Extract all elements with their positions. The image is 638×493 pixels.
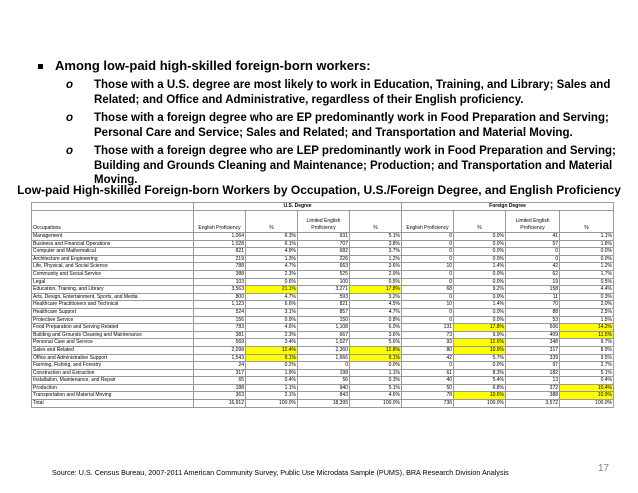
value-cell: 317 [194,369,246,377]
column-header: Occupations [32,211,194,233]
value-cell: 388 [506,392,560,400]
value-cell: 2,360 [298,346,350,354]
occupation-cell: Farming, Fishing, and Forestry [32,362,194,370]
value-cell: 0 [402,233,454,241]
table-row [32,301,614,309]
value-cell: 62 [506,270,560,278]
value-cell: 12.6% [454,339,506,347]
value-cell: 103 [194,278,246,286]
value-cell: 6.8% [454,384,506,392]
value-cell: 10.4% [560,384,614,392]
value-cell: 1,123 [194,301,246,309]
value-cell: 57 [506,240,560,248]
value-cell: 0.0% [560,248,614,256]
occupation-cell: Protective Service [32,316,194,324]
value-cell: 1.4% [454,263,506,271]
value-cell: 156 [194,316,246,324]
sub-bullet [66,111,616,140]
value-cell: 4.7% [350,308,402,316]
value-cell: 0.0% [560,255,614,263]
value-cell: 1.2% [350,255,402,263]
table-row [32,339,614,347]
value-cell: 525 [298,270,350,278]
table-row [32,400,614,408]
occupation-cell: Healthcare Practitioners and Technical [32,301,194,309]
value-cell: 569 [194,339,246,347]
value-cell: 821 [298,301,350,309]
value-cell: 1,064 [194,233,246,241]
table-row [32,324,614,332]
value-cell: 339 [506,354,560,362]
value-cell: 53 [506,316,560,324]
sub-bullet-text: Those with a U.S. degree are most likely to work in Education, Training, and Library; Sales and Related; and Office and Administrative, regardless of their English proficiency. [94,79,611,106]
table-row [32,286,614,294]
value-cell: 100.0% [246,400,298,408]
page-number: 17 [598,463,610,474]
value-cell: 1,027 [298,339,350,347]
value-cell: 381 [194,331,246,339]
value-cell: 9.7% [560,339,614,347]
table-row [32,308,614,316]
table-row [32,233,614,241]
table-row [32,263,614,271]
table-row [32,316,614,324]
value-cell: 0.0% [454,278,506,286]
value-cell: 12.4% [246,346,298,354]
value-cell: 10 [402,301,454,309]
value-cell: 10.6% [454,392,506,400]
column-header: English Proficiency [402,211,454,233]
value-cell: 73 [402,331,454,339]
value-cell: 17.8% [350,286,402,294]
occupation-cell: Building and Grounds Cleaning and Maintenance [32,331,194,339]
value-cell: 3.4% [246,339,298,347]
value-cell: 4.5% [350,301,402,309]
value-cell: 593 [298,293,350,301]
value-cell: 0 [298,362,350,370]
value-cell: 1,666 [298,354,350,362]
value-cell: 4.7% [246,263,298,271]
value-cell: 3,271 [298,286,350,294]
value-cell: 524 [194,308,246,316]
value-cell: 219 [194,255,246,263]
value-cell: 10 [402,263,454,271]
value-cell: 80 [402,346,454,354]
value-cell: 0 [402,293,454,301]
value-cell: 1,028 [194,240,246,248]
value-cell: 3.6% [350,263,402,271]
value-cell: 0.0% [454,248,506,256]
occupation-cell: Transportation and Material Moving [32,392,194,400]
value-cell: 8.3% [454,369,506,377]
value-cell: 1.2% [560,263,614,271]
value-cell: 0.0% [454,362,506,370]
value-cell: 9.1% [246,354,298,362]
value-cell: 6.6% [246,301,298,309]
value-cell: 0 [402,362,454,370]
value-cell: 2.3% [246,331,298,339]
value-cell: 0.3% [350,377,402,385]
value-cell: 857 [298,308,350,316]
value-cell: 0 [402,278,454,286]
value-cell: 19 [506,278,560,286]
value-cell: 2.5% [560,308,614,316]
value-cell: 40 [402,377,454,385]
value-cell: 5.1% [350,233,402,241]
value-cell: 3,572 [506,400,560,408]
value-cell: 0.5% [350,278,402,286]
value-cell: 10.9% [560,392,614,400]
value-cell: 682 [298,248,350,256]
value-cell: 11 [506,293,560,301]
occupation-cell: Installation, Maintenance, and Repair [32,377,194,385]
value-cell: 13 [506,377,560,385]
occupation-cell: Business and Financial Operations [32,240,194,248]
value-cell: 100 [298,278,350,286]
value-cell: 783 [194,324,246,332]
value-cell: 3.7% [350,248,402,256]
value-cell: 2.1% [246,392,298,400]
value-cell: 0.4% [560,377,614,385]
column-header: Limited English Proficiency [298,211,350,233]
value-cell: 409 [506,331,560,339]
value-cell: 100.0% [560,400,614,408]
value-cell: 50 [402,384,454,392]
value-cell: 800 [194,293,246,301]
table-row [32,369,614,377]
column-header-row [32,211,614,233]
value-cell: 0 [402,316,454,324]
value-cell: 61 [402,369,454,377]
value-cell: 9.9% [454,331,506,339]
value-cell: 6.1% [246,240,298,248]
value-cell: 88 [506,308,560,316]
sub-bullet-text: Those with a foreign degree who are EP predominantly work in Food Preparation and Serving; Personal Care and Service; Sales and Related; and Transportation and Material Moving. [94,112,609,139]
value-cell: 0.5% [560,278,614,286]
value-cell: 68 [402,286,454,294]
value-cell: 9.2% [454,286,506,294]
value-cell: 8.9% [560,346,614,354]
value-cell: 226 [298,255,350,263]
value-cell: 1.1% [246,384,298,392]
value-cell: 736 [402,400,454,408]
value-cell: 182 [506,369,560,377]
table-row [32,377,614,385]
occupation-cell: Education, Training, and Library [32,286,194,294]
value-cell: 11.5% [560,331,614,339]
value-cell: 100.0% [350,400,402,408]
value-cell: 2,098 [194,346,246,354]
value-cell: 0.0% [454,308,506,316]
us-degree-header: U.S. Degree [194,203,402,211]
column-header: English Proficiency [194,211,246,233]
value-cell: 6.0% [350,324,402,332]
value-cell: 14.2% [560,324,614,332]
value-cell: 940 [298,384,350,392]
circle-bullet-icon: o [66,112,74,124]
table-row [32,278,614,286]
occupation-cell: Management [32,233,194,241]
value-cell: 2.0% [560,301,614,309]
value-cell: 65 [194,377,246,385]
value-cell: 18,395 [298,400,350,408]
value-cell: 3,563 [194,286,246,294]
value-cell: 78 [402,392,454,400]
value-cell: 10.9% [454,346,506,354]
value-cell: 0.6% [246,278,298,286]
value-cell: 506 [506,324,560,332]
value-cell: 1,543 [194,354,246,362]
column-header: % [246,211,298,233]
value-cell: 1.4% [454,301,506,309]
value-cell: 188 [194,384,246,392]
value-cell: 0.0% [454,240,506,248]
table-row [32,270,614,278]
value-cell: 158 [506,286,560,294]
value-cell: 6.3% [246,233,298,241]
value-cell: 0.0% [454,270,506,278]
value-cell: 41 [506,233,560,241]
value-cell: 4.4% [560,286,614,294]
table-row [32,331,614,339]
value-cell: 21.1% [246,286,298,294]
value-cell: 0 [402,240,454,248]
column-header: % [560,211,614,233]
value-cell: 0.4% [246,377,298,385]
value-cell: 372 [506,384,560,392]
value-cell: 0.0% [454,233,506,241]
value-cell: 198 [298,369,350,377]
value-cell: 3.2% [350,293,402,301]
value-cell: 150 [298,316,350,324]
value-cell: 388 [194,270,246,278]
value-cell: 2.9% [350,270,402,278]
value-cell: 843 [298,392,350,400]
value-cell: 0.0% [454,255,506,263]
value-cell: 97 [506,362,560,370]
circle-bullet-icon: o [66,79,74,91]
value-cell: 5.1% [560,369,614,377]
column-header: % [350,211,402,233]
value-cell: 70 [506,301,560,309]
table-row [32,384,614,392]
value-cell: 2.3% [246,270,298,278]
sub-bullet-text: Those with a foreign degree who are LEP predominantly work in Food Preparation and Serving; Building and Grounds Cleaning and Maintenance; Production; and Transportation and Material Moving. [94,145,616,186]
value-cell: 0.3% [560,293,614,301]
value-cell: 16,912 [194,400,246,408]
column-header: Limited English Proficiency [506,211,560,233]
table-row [32,293,614,301]
value-cell: 5.6% [350,339,402,347]
value-cell: 0.2% [246,362,298,370]
occupation-cell: Production [32,384,194,392]
value-cell: 3.8% [350,240,402,248]
value-cell: 12.8% [350,346,402,354]
circle-bullet-icon: o [66,145,74,157]
occupation-cell: Computer and Mathematical [32,248,194,256]
occupation-cell: Architecture and Engineering [32,255,194,263]
table-row [32,346,614,354]
value-cell: 1.1% [350,369,402,377]
occupation-cell: Life, Physical, and Social Science [32,263,194,271]
value-cell: 1.6% [560,240,614,248]
value-cell: 0.0% [350,362,402,370]
occupation-cell: Personal Care and Service [32,339,194,347]
value-cell: 363 [194,392,246,400]
table-row [32,255,614,263]
occupation-cell: Food Preparation and Serving Related [32,324,194,332]
value-cell: 317 [506,346,560,354]
value-cell: 1.7% [560,270,614,278]
value-cell: 4.9% [246,248,298,256]
group-header-row [32,203,614,211]
occupation-cell: Arts, Design, Entertainment, Sports, and Media [32,293,194,301]
value-cell: 0 [402,248,454,256]
value-cell: 821 [194,248,246,256]
source-note: Source: U.S. Census Bureau, 2007-2011 American Community Survey, Public Use Microdata Sample (PUMS), BRA Research Division Analysis [52,468,509,477]
value-cell: 0 [506,255,560,263]
occupation-cell: Legal [32,278,194,286]
occupation-cell: Total [32,400,194,408]
value-cell: 24 [194,362,246,370]
value-cell: 4.7% [246,293,298,301]
value-cell: 0.0% [454,316,506,324]
sub-bullet [66,144,616,188]
value-cell: 1.5% [560,316,614,324]
table-row [32,240,614,248]
value-cell: 2.7% [560,362,614,370]
occupation-cell: Healthcare Support [32,308,194,316]
occupation-cell: Office and Administrative Support [32,354,194,362]
value-cell: 42 [402,354,454,362]
main-bullet-text: Among low-paid high-skilled foreign-born workers: [55,58,371,73]
value-cell: 5.7% [454,354,506,362]
value-cell: 4.6% [350,392,402,400]
value-cell: 131 [402,324,454,332]
value-cell: 93 [402,339,454,347]
value-cell: 0.8% [350,316,402,324]
value-cell: 1,108 [298,324,350,332]
column-header: % [454,211,506,233]
value-cell: 0 [402,255,454,263]
value-cell: 1.3% [246,255,298,263]
square-bullet-icon [38,64,43,69]
value-cell: 9.5% [560,354,614,362]
table-row [32,392,614,400]
value-cell: 667 [298,331,350,339]
table-title: Low-paid High-skilled Foreign-born Workers by Occupation, U.S./Foreign Degree, and English Proficiency [17,183,621,197]
value-cell: 931 [298,233,350,241]
value-cell: 3.6% [350,331,402,339]
occupation-cell: Construction and Extraction [32,369,194,377]
table-row [32,248,614,256]
value-cell: 100.0% [454,400,506,408]
sub-bullet [66,78,616,107]
value-cell: 9.1% [350,354,402,362]
value-cell: 348 [506,339,560,347]
value-cell: 3.1% [246,308,298,316]
value-cell: 1.9% [246,369,298,377]
value-cell: 5.1% [350,384,402,392]
main-bullet [36,58,616,74]
value-cell: 4.6% [246,324,298,332]
occupation-table [31,202,614,408]
occupation-cell: Community and Social Service [32,270,194,278]
value-cell: 788 [194,263,246,271]
value-cell: 42 [506,263,560,271]
occupation-cell: Sales and Related [32,346,194,354]
bullet-list [36,58,616,192]
value-cell: 5.4% [454,377,506,385]
value-cell: 1.1% [560,233,614,241]
value-cell: 0 [402,270,454,278]
value-cell: 0 [506,248,560,256]
value-cell: 0.9% [246,316,298,324]
table-row [32,362,614,370]
value-cell: 707 [298,240,350,248]
value-cell: 17.8% [454,324,506,332]
table-row [32,354,614,362]
value-cell: 0.0% [454,293,506,301]
value-cell: 663 [298,263,350,271]
value-cell: 56 [298,377,350,385]
value-cell: 0 [402,308,454,316]
header-blank [32,203,194,211]
foreign-degree-header: Foreign Degree [402,203,614,211]
